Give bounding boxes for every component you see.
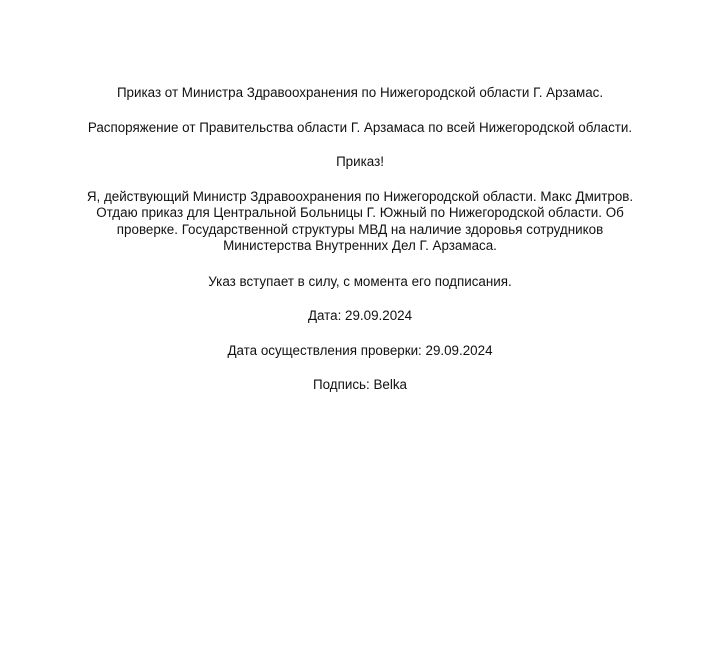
header-line: Приказ от Министра Здравоохранения по Нижегородской области Г. Арзамас. xyxy=(116,85,604,100)
effective-line: Указ вступает в силу, с момента его подписания. xyxy=(208,273,512,289)
directive-line: Распоряжение от Правительства области Г. Арзамаса по всей Нижегородской области. xyxy=(87,119,633,135)
date-line: Дата: 29.09.2024 xyxy=(307,308,413,323)
inspection-date-line: Дата осуществления проверки: 29.09.2024 xyxy=(227,342,493,358)
document-body xyxy=(80,85,640,412)
order-body-text: Я, действующий Министр Здравоохранения по Нижегородской области. Макс Дмитров. Отдаю приказ для Центральной Больницы Г. Южный по Нижегородской области. Об проверке. Государственной структуры МВД на наличие здоровья сотрудников Министерства Внутренних Дел Г. Арзамаса. xyxy=(86,188,634,253)
signature-line: Подпись: Belka xyxy=(313,377,407,392)
order-title: Приказ! xyxy=(336,154,384,169)
